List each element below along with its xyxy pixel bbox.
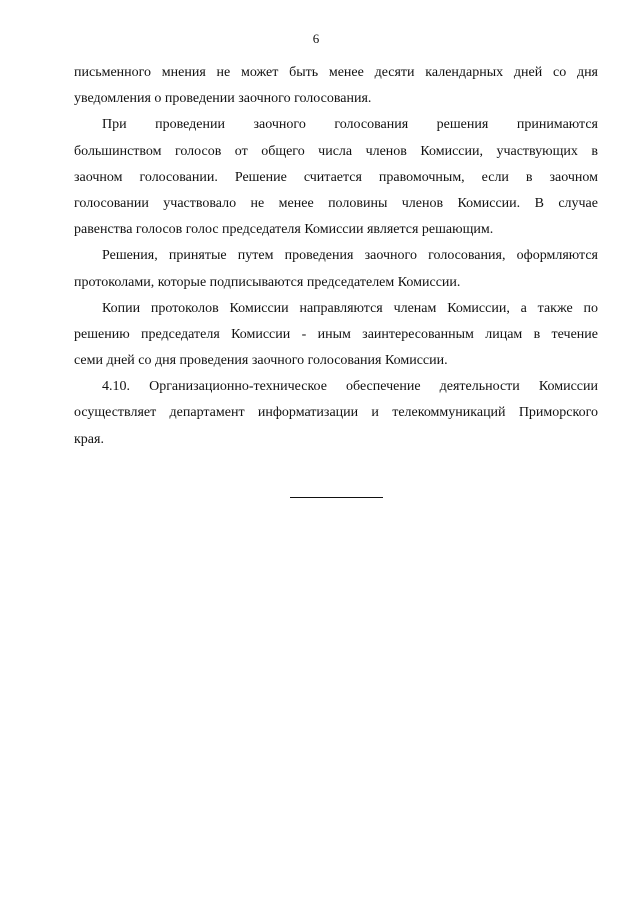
paragraph-5: [74, 374, 598, 453]
text-line: 4.10. Организационно-техническое обеспечение деятельности Комиссии: [102, 379, 598, 395]
text-line: письменного мнения не может быть менее десяти календарных дней со дня: [74, 65, 598, 80]
text-line: протоколами, которые подписываются председателем Комиссии.: [74, 274, 461, 290]
paragraph-4: [74, 296, 598, 375]
text-line: решению председателя Комиссии - иным заинтересованным лицам в течение: [74, 326, 598, 342]
text-line: голосовании участвовало не менее половины членов Комиссии. В случае: [74, 195, 598, 211]
text-line: равенства голосов голос председателя Комиссии является решающим.: [74, 222, 494, 238]
paragraph-1: [74, 60, 598, 112]
text-line: края.: [74, 431, 104, 447]
text-line: Копии протоколов Комиссии направляются членам Комиссии, а также по: [102, 300, 598, 316]
page-number: 6: [312, 31, 320, 46]
text-line: осуществляет департамент информатизации и телекоммуникаций Приморского: [74, 405, 598, 421]
text-line: уведомления о проведении заочного голосования.: [74, 91, 372, 107]
text-line: семи дней со дня проведения заочного голосования Комиссии.: [74, 353, 448, 369]
document-body: [74, 60, 598, 453]
text-line: При проведении заочного голосования решения принимаются: [102, 117, 598, 133]
paragraph-2: [74, 112, 598, 243]
text-line: заочном голосовании. Решение считается правомочным, если в заочном: [74, 169, 598, 185]
paragraph-3: [74, 243, 598, 295]
end-separator-line: [290, 497, 383, 498]
text-line: Решения, принятые путем проведения заочного голосования, оформляются: [102, 248, 598, 264]
text-line: большинством голосов от общего числа членов Комиссии, участвующих в: [74, 143, 598, 159]
